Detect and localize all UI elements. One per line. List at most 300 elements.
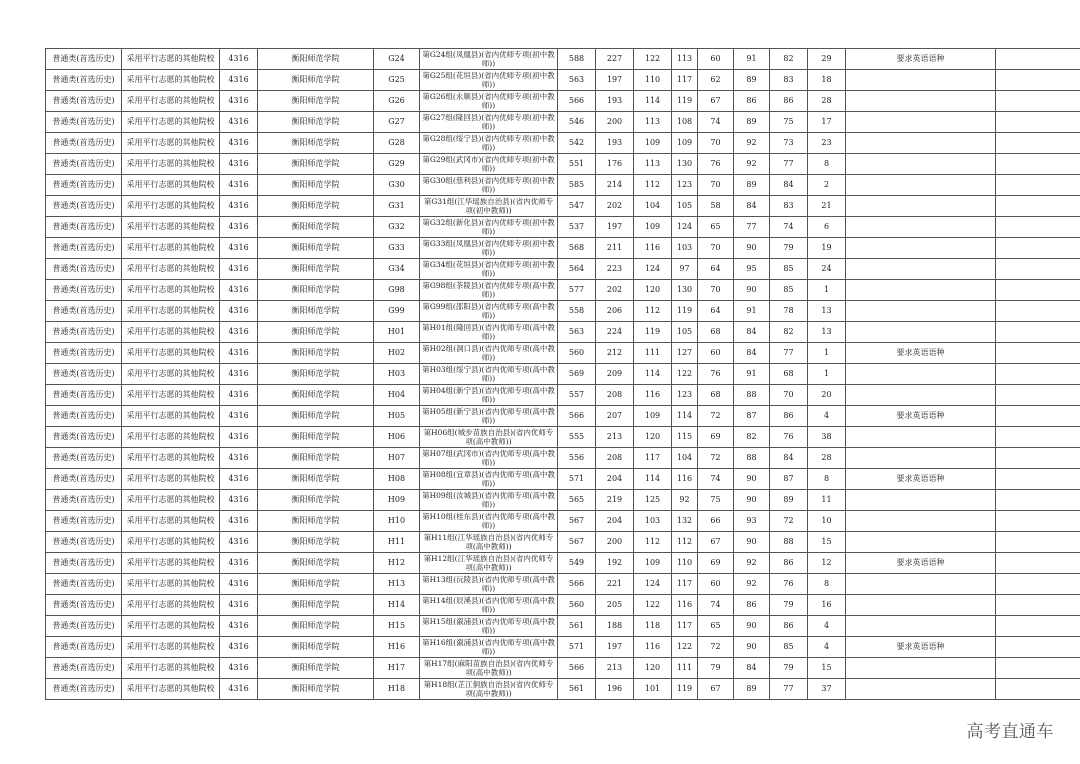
subject-score-5-cell: 84 bbox=[734, 196, 770, 217]
subject-score-2-cell: 120 bbox=[634, 658, 672, 679]
remark-cell: 要求英语语种 bbox=[846, 553, 996, 574]
category-cell: 普通类(首选历史) bbox=[46, 49, 122, 70]
subject-score-1-cell: 208 bbox=[596, 448, 634, 469]
min-score-cell: 555 bbox=[558, 427, 596, 448]
empty-cell bbox=[996, 364, 1080, 385]
school-name-cell: 衡阳师范学院 bbox=[258, 427, 374, 448]
subject-score-4-cell: 75 bbox=[698, 490, 734, 511]
subject-score-1-cell: 196 bbox=[596, 679, 634, 700]
subject-score-2-cell: 112 bbox=[634, 175, 672, 196]
empty-cell bbox=[996, 301, 1080, 322]
rank-count-cell: 6 bbox=[808, 217, 846, 238]
min-score-cell: 577 bbox=[558, 280, 596, 301]
subject-score-2-cell: 109 bbox=[634, 217, 672, 238]
category-cell: 普通类(首选历史) bbox=[46, 196, 122, 217]
rank-count-cell: 17 bbox=[808, 112, 846, 133]
subject-score-4-cell: 64 bbox=[698, 301, 734, 322]
category-cell: 普通类(首选历史) bbox=[46, 175, 122, 196]
group-code-cell: G33 bbox=[374, 238, 420, 259]
group-name-cell: 第H09组(汝城县)(省内优师专项(高中教师)) bbox=[420, 490, 558, 511]
subject-score-6-cell: 86 bbox=[770, 91, 808, 112]
subject-score-3-cell: 122 bbox=[672, 364, 698, 385]
group-name-cell: 第H13组(沅陵县)(省内优师专项(高中教师)) bbox=[420, 574, 558, 595]
empty-cell bbox=[996, 133, 1080, 154]
category-cell: 普通类(首选历史) bbox=[46, 322, 122, 343]
subject-score-6-cell: 78 bbox=[770, 301, 808, 322]
rank-count-cell: 4 bbox=[808, 406, 846, 427]
rank-count-cell: 19 bbox=[808, 238, 846, 259]
subject-score-5-cell: 77 bbox=[734, 217, 770, 238]
subject-score-2-cell: 122 bbox=[634, 595, 672, 616]
batch-type-cell: 采用平行志愿的其他院校 bbox=[122, 637, 220, 658]
category-cell: 普通类(首选历史) bbox=[46, 658, 122, 679]
school-code-cell: 4316 bbox=[220, 637, 258, 658]
remark-cell bbox=[846, 595, 996, 616]
subject-score-6-cell: 84 bbox=[770, 175, 808, 196]
empty-cell bbox=[996, 154, 1080, 175]
school-code-cell: 4316 bbox=[220, 217, 258, 238]
table-row bbox=[46, 616, 1080, 637]
table-row bbox=[46, 595, 1080, 616]
school-name-cell: 衡阳师范学院 bbox=[258, 532, 374, 553]
batch-type-cell: 采用平行志愿的其他院校 bbox=[122, 343, 220, 364]
subject-score-1-cell: 204 bbox=[596, 469, 634, 490]
rank-count-cell: 1 bbox=[808, 343, 846, 364]
min-score-cell: 565 bbox=[558, 490, 596, 511]
subject-score-5-cell: 86 bbox=[734, 91, 770, 112]
school-code-cell: 4316 bbox=[220, 553, 258, 574]
subject-score-2-cell: 116 bbox=[634, 238, 672, 259]
batch-type-cell: 采用平行志愿的其他院校 bbox=[122, 553, 220, 574]
batch-type-cell: 采用平行志愿的其他院校 bbox=[122, 469, 220, 490]
group-code-cell: G30 bbox=[374, 175, 420, 196]
remark-cell bbox=[846, 385, 996, 406]
subject-score-6-cell: 83 bbox=[770, 196, 808, 217]
subject-score-5-cell: 92 bbox=[734, 553, 770, 574]
school-name-cell: 衡阳师范学院 bbox=[258, 595, 374, 616]
subject-score-2-cell: 125 bbox=[634, 490, 672, 511]
group-name-cell: 第G34组(花垣县)(省内优师专项(初中教师)) bbox=[420, 259, 558, 280]
group-code-cell: H12 bbox=[374, 553, 420, 574]
subject-score-1-cell: 202 bbox=[596, 280, 634, 301]
subject-score-2-cell: 120 bbox=[634, 280, 672, 301]
group-code-cell: H17 bbox=[374, 658, 420, 679]
empty-cell bbox=[996, 406, 1080, 427]
school-name-cell: 衡阳师范学院 bbox=[258, 637, 374, 658]
remark-cell bbox=[846, 133, 996, 154]
school-code-cell: 4316 bbox=[220, 154, 258, 175]
category-cell: 普通类(首选历史) bbox=[46, 427, 122, 448]
group-code-cell: H18 bbox=[374, 679, 420, 700]
category-cell: 普通类(首选历史) bbox=[46, 217, 122, 238]
subject-score-3-cell: 113 bbox=[672, 49, 698, 70]
school-name-cell: 衡阳师范学院 bbox=[258, 112, 374, 133]
subject-score-5-cell: 89 bbox=[734, 175, 770, 196]
group-name-cell: 第H12组(江华瑶族自治县)(省内优师专项(高中教师)) bbox=[420, 553, 558, 574]
batch-type-cell: 采用平行志愿的其他院校 bbox=[122, 259, 220, 280]
subject-score-5-cell: 89 bbox=[734, 112, 770, 133]
subject-score-1-cell: 219 bbox=[596, 490, 634, 511]
subject-score-3-cell: 110 bbox=[672, 553, 698, 574]
group-name-cell: 第H02组(洞口县)(省内优师专项(高中教师)) bbox=[420, 343, 558, 364]
remark-cell bbox=[846, 364, 996, 385]
subject-score-2-cell: 109 bbox=[634, 553, 672, 574]
category-cell: 普通类(首选历史) bbox=[46, 553, 122, 574]
subject-score-3-cell: 105 bbox=[672, 196, 698, 217]
subject-score-4-cell: 72 bbox=[698, 448, 734, 469]
school-name-cell: 衡阳师范学院 bbox=[258, 91, 374, 112]
table-row bbox=[46, 196, 1080, 217]
school-code-cell: 4316 bbox=[220, 133, 258, 154]
subject-score-4-cell: 62 bbox=[698, 70, 734, 91]
subject-score-5-cell: 88 bbox=[734, 385, 770, 406]
subject-score-5-cell: 90 bbox=[734, 532, 770, 553]
subject-score-1-cell: 207 bbox=[596, 406, 634, 427]
school-name-cell: 衡阳师范学院 bbox=[258, 553, 374, 574]
subject-score-5-cell: 82 bbox=[734, 427, 770, 448]
rank-count-cell: 13 bbox=[808, 322, 846, 343]
subject-score-6-cell: 85 bbox=[770, 259, 808, 280]
school-code-cell: 4316 bbox=[220, 322, 258, 343]
subject-score-1-cell: 211 bbox=[596, 238, 634, 259]
subject-score-2-cell: 114 bbox=[634, 469, 672, 490]
subject-score-2-cell: 122 bbox=[634, 49, 672, 70]
table-row bbox=[46, 133, 1080, 154]
min-score-cell: 558 bbox=[558, 301, 596, 322]
batch-type-cell: 采用平行志愿的其他院校 bbox=[122, 91, 220, 112]
subject-score-2-cell: 103 bbox=[634, 511, 672, 532]
subject-score-2-cell: 112 bbox=[634, 532, 672, 553]
group-name-cell: 第G25组(花垣县)(省内优师专项(初中教师)) bbox=[420, 70, 558, 91]
subject-score-3-cell: 111 bbox=[672, 658, 698, 679]
group-name-cell: 第G33组(凤凰县)(省内优师专项(初中教师)) bbox=[420, 238, 558, 259]
group-code-cell: H09 bbox=[374, 490, 420, 511]
subject-score-4-cell: 69 bbox=[698, 553, 734, 574]
batch-type-cell: 采用平行志愿的其他院校 bbox=[122, 595, 220, 616]
subject-score-1-cell: 193 bbox=[596, 133, 634, 154]
subject-score-6-cell: 86 bbox=[770, 406, 808, 427]
subject-score-1-cell: 197 bbox=[596, 217, 634, 238]
school-code-cell: 4316 bbox=[220, 112, 258, 133]
group-name-cell: 第H06组(城步苗族自治县)(省内优师专项(高中教师)) bbox=[420, 427, 558, 448]
batch-type-cell: 采用平行志愿的其他院校 bbox=[122, 616, 220, 637]
batch-type-cell: 采用平行志愿的其他院校 bbox=[122, 364, 220, 385]
table-row bbox=[46, 301, 1080, 322]
school-code-cell: 4316 bbox=[220, 532, 258, 553]
group-code-cell: G32 bbox=[374, 217, 420, 238]
group-name-cell: 第H16组(溆浦县)(省内优师专项(高中教师)) bbox=[420, 637, 558, 658]
table-row bbox=[46, 259, 1080, 280]
group-name-cell: 第H10组(桂东县)(省内优师专项(高中教师)) bbox=[420, 511, 558, 532]
subject-score-3-cell: 92 bbox=[672, 490, 698, 511]
category-cell: 普通类(首选历史) bbox=[46, 280, 122, 301]
subject-score-6-cell: 68 bbox=[770, 364, 808, 385]
subject-score-1-cell: 227 bbox=[596, 49, 634, 70]
rank-count-cell: 2 bbox=[808, 175, 846, 196]
subject-score-1-cell: 176 bbox=[596, 154, 634, 175]
category-cell: 普通类(首选历史) bbox=[46, 469, 122, 490]
subject-score-2-cell: 117 bbox=[634, 448, 672, 469]
empty-cell bbox=[996, 175, 1080, 196]
subject-score-3-cell: 130 bbox=[672, 154, 698, 175]
subject-score-1-cell: 204 bbox=[596, 511, 634, 532]
table-row bbox=[46, 658, 1080, 679]
table-row bbox=[46, 364, 1080, 385]
empty-cell bbox=[996, 217, 1080, 238]
school-name-cell: 衡阳师范学院 bbox=[258, 343, 374, 364]
school-name-cell: 衡阳师范学院 bbox=[258, 679, 374, 700]
subject-score-1-cell: 212 bbox=[596, 343, 634, 364]
subject-score-4-cell: 65 bbox=[698, 217, 734, 238]
empty-cell bbox=[996, 49, 1080, 70]
school-name-cell: 衡阳师范学院 bbox=[258, 406, 374, 427]
rank-count-cell: 10 bbox=[808, 511, 846, 532]
subject-score-3-cell: 119 bbox=[672, 679, 698, 700]
subject-score-3-cell: 104 bbox=[672, 448, 698, 469]
min-score-cell: 585 bbox=[558, 175, 596, 196]
subject-score-5-cell: 90 bbox=[734, 490, 770, 511]
subject-score-3-cell: 105 bbox=[672, 322, 698, 343]
subject-score-4-cell: 67 bbox=[698, 91, 734, 112]
subject-score-4-cell: 68 bbox=[698, 385, 734, 406]
subject-score-3-cell: 123 bbox=[672, 175, 698, 196]
remark-cell bbox=[846, 616, 996, 637]
batch-type-cell: 采用平行志愿的其他院校 bbox=[122, 280, 220, 301]
subject-score-2-cell: 109 bbox=[634, 133, 672, 154]
rank-count-cell: 28 bbox=[808, 91, 846, 112]
remark-cell bbox=[846, 679, 996, 700]
empty-cell bbox=[996, 385, 1080, 406]
rank-count-cell: 24 bbox=[808, 259, 846, 280]
remark-cell bbox=[846, 658, 996, 679]
group-code-cell: G24 bbox=[374, 49, 420, 70]
min-score-cell: 571 bbox=[558, 637, 596, 658]
subject-score-4-cell: 72 bbox=[698, 637, 734, 658]
category-cell: 普通类(首选历史) bbox=[46, 679, 122, 700]
school-code-cell: 4316 bbox=[220, 595, 258, 616]
subject-score-2-cell: 110 bbox=[634, 70, 672, 91]
group-name-cell: 第G24组(凤凰县)(省内优师专项(初中教师)) bbox=[420, 49, 558, 70]
subject-score-4-cell: 65 bbox=[698, 616, 734, 637]
admission-score-table bbox=[45, 48, 1080, 700]
school-code-cell: 4316 bbox=[220, 469, 258, 490]
subject-score-6-cell: 75 bbox=[770, 112, 808, 133]
table-row bbox=[46, 448, 1080, 469]
batch-type-cell: 采用平行志愿的其他院校 bbox=[122, 70, 220, 91]
min-score-cell: 567 bbox=[558, 511, 596, 532]
table-row bbox=[46, 322, 1080, 343]
school-name-cell: 衡阳师范学院 bbox=[258, 175, 374, 196]
subject-score-3-cell: 97 bbox=[672, 259, 698, 280]
min-score-cell: 560 bbox=[558, 595, 596, 616]
subject-score-5-cell: 89 bbox=[734, 679, 770, 700]
group-code-cell: H10 bbox=[374, 511, 420, 532]
remark-cell bbox=[846, 196, 996, 217]
subject-score-3-cell: 103 bbox=[672, 238, 698, 259]
subject-score-1-cell: 197 bbox=[596, 70, 634, 91]
empty-cell bbox=[996, 532, 1080, 553]
batch-type-cell: 采用平行志愿的其他院校 bbox=[122, 301, 220, 322]
subject-score-6-cell: 86 bbox=[770, 553, 808, 574]
batch-type-cell: 采用平行志愿的其他院校 bbox=[122, 511, 220, 532]
subject-score-4-cell: 66 bbox=[698, 511, 734, 532]
school-name-cell: 衡阳师范学院 bbox=[258, 364, 374, 385]
min-score-cell: 546 bbox=[558, 112, 596, 133]
subject-score-3-cell: 112 bbox=[672, 532, 698, 553]
rank-count-cell: 37 bbox=[808, 679, 846, 700]
rank-count-cell: 8 bbox=[808, 469, 846, 490]
subject-score-2-cell: 116 bbox=[634, 637, 672, 658]
subject-score-2-cell: 118 bbox=[634, 616, 672, 637]
subject-score-5-cell: 93 bbox=[734, 511, 770, 532]
subject-score-3-cell: 114 bbox=[672, 406, 698, 427]
table-body bbox=[46, 49, 1080, 700]
min-score-cell: 564 bbox=[558, 259, 596, 280]
school-code-cell: 4316 bbox=[220, 175, 258, 196]
school-name-cell: 衡阳师范学院 bbox=[258, 490, 374, 511]
rank-count-cell: 28 bbox=[808, 448, 846, 469]
batch-type-cell: 采用平行志愿的其他院校 bbox=[122, 133, 220, 154]
table-row bbox=[46, 112, 1080, 133]
empty-cell bbox=[996, 574, 1080, 595]
min-score-cell: 537 bbox=[558, 217, 596, 238]
subject-score-6-cell: 79 bbox=[770, 595, 808, 616]
min-score-cell: 556 bbox=[558, 448, 596, 469]
subject-score-4-cell: 79 bbox=[698, 658, 734, 679]
subject-score-3-cell: 127 bbox=[672, 343, 698, 364]
group-name-cell: 第G31组(江华瑶族自治县)(省内优师专项(初中教师)) bbox=[420, 196, 558, 217]
group-code-cell: H15 bbox=[374, 616, 420, 637]
subject-score-3-cell: 116 bbox=[672, 595, 698, 616]
remark-cell bbox=[846, 427, 996, 448]
category-cell: 普通类(首选历史) bbox=[46, 532, 122, 553]
subject-score-2-cell: 119 bbox=[634, 322, 672, 343]
batch-type-cell: 采用平行志愿的其他院校 bbox=[122, 322, 220, 343]
empty-cell bbox=[996, 343, 1080, 364]
subject-score-1-cell: 193 bbox=[596, 91, 634, 112]
min-score-cell: 566 bbox=[558, 574, 596, 595]
subject-score-6-cell: 85 bbox=[770, 280, 808, 301]
category-cell: 普通类(首选历史) bbox=[46, 616, 122, 637]
remark-cell bbox=[846, 259, 996, 280]
group-name-cell: 第H05组(新宁县)(省内优师专项(高中教师)) bbox=[420, 406, 558, 427]
rank-count-cell: 13 bbox=[808, 301, 846, 322]
subject-score-1-cell: 188 bbox=[596, 616, 634, 637]
subject-score-5-cell: 84 bbox=[734, 322, 770, 343]
group-name-cell: 第G30组(慈利县)(省内优师专项(初中教师)) bbox=[420, 175, 558, 196]
table-row bbox=[46, 175, 1080, 196]
subject-score-1-cell: 224 bbox=[596, 322, 634, 343]
empty-cell bbox=[996, 616, 1080, 637]
school-name-cell: 衡阳师范学院 bbox=[258, 49, 374, 70]
group-name-cell: 第G27组(隆回县)(省内优师专项(初中教师)) bbox=[420, 112, 558, 133]
school-name-cell: 衡阳师范学院 bbox=[258, 133, 374, 154]
subject-score-6-cell: 87 bbox=[770, 469, 808, 490]
school-name-cell: 衡阳师范学院 bbox=[258, 469, 374, 490]
table-row bbox=[46, 406, 1080, 427]
min-score-cell: 561 bbox=[558, 616, 596, 637]
subject-score-6-cell: 73 bbox=[770, 133, 808, 154]
subject-score-5-cell: 90 bbox=[734, 616, 770, 637]
group-name-cell: 第H03组(绥宁县)(省内优师专项(高中教师)) bbox=[420, 364, 558, 385]
category-cell: 普通类(首选历史) bbox=[46, 154, 122, 175]
empty-cell bbox=[996, 490, 1080, 511]
group-code-cell: G31 bbox=[374, 196, 420, 217]
subject-score-2-cell: 109 bbox=[634, 406, 672, 427]
min-score-cell: 563 bbox=[558, 70, 596, 91]
subject-score-6-cell: 77 bbox=[770, 154, 808, 175]
remark-cell bbox=[846, 301, 996, 322]
subject-score-5-cell: 88 bbox=[734, 448, 770, 469]
table-row bbox=[46, 553, 1080, 574]
subject-score-6-cell: 77 bbox=[770, 679, 808, 700]
batch-type-cell: 采用平行志愿的其他院校 bbox=[122, 385, 220, 406]
group-code-cell: H07 bbox=[374, 448, 420, 469]
remark-cell bbox=[846, 91, 996, 112]
rank-count-cell: 15 bbox=[808, 532, 846, 553]
subject-score-5-cell: 90 bbox=[734, 637, 770, 658]
school-code-cell: 4316 bbox=[220, 196, 258, 217]
subject-score-5-cell: 86 bbox=[734, 595, 770, 616]
group-code-cell: G34 bbox=[374, 259, 420, 280]
batch-type-cell: 采用平行志愿的其他院校 bbox=[122, 49, 220, 70]
group-name-cell: 第H17组(麻阳苗族自治县)(省内优师专项(高中教师)) bbox=[420, 658, 558, 679]
remark-cell bbox=[846, 490, 996, 511]
group-code-cell: G25 bbox=[374, 70, 420, 91]
subject-score-3-cell: 117 bbox=[672, 574, 698, 595]
group-code-cell: G99 bbox=[374, 301, 420, 322]
subject-score-1-cell: 214 bbox=[596, 175, 634, 196]
subject-score-6-cell: 89 bbox=[770, 490, 808, 511]
rank-count-cell: 11 bbox=[808, 490, 846, 511]
batch-type-cell: 采用平行志愿的其他院校 bbox=[122, 574, 220, 595]
admission-table-container bbox=[45, 48, 1080, 700]
school-name-cell: 衡阳师范学院 bbox=[258, 448, 374, 469]
school-code-cell: 4316 bbox=[220, 679, 258, 700]
remark-cell bbox=[846, 217, 996, 238]
min-score-cell: 588 bbox=[558, 49, 596, 70]
batch-type-cell: 采用平行志愿的其他院校 bbox=[122, 175, 220, 196]
category-cell: 普通类(首选历史) bbox=[46, 448, 122, 469]
table-row bbox=[46, 70, 1080, 91]
subject-score-4-cell: 74 bbox=[698, 112, 734, 133]
category-cell: 普通类(首选历史) bbox=[46, 301, 122, 322]
category-cell: 普通类(首选历史) bbox=[46, 637, 122, 658]
min-score-cell: 569 bbox=[558, 364, 596, 385]
subject-score-6-cell: 79 bbox=[770, 658, 808, 679]
subject-score-1-cell: 213 bbox=[596, 427, 634, 448]
group-code-cell: H05 bbox=[374, 406, 420, 427]
category-cell: 普通类(首选历史) bbox=[46, 91, 122, 112]
subject-score-4-cell: 69 bbox=[698, 427, 734, 448]
remark-cell: 要求英语语种 bbox=[846, 406, 996, 427]
school-name-cell: 衡阳师范学院 bbox=[258, 217, 374, 238]
subject-score-5-cell: 87 bbox=[734, 406, 770, 427]
school-name-cell: 衡阳师范学院 bbox=[258, 280, 374, 301]
subject-score-3-cell: 119 bbox=[672, 91, 698, 112]
subject-score-5-cell: 95 bbox=[734, 259, 770, 280]
subject-score-1-cell: 206 bbox=[596, 301, 634, 322]
empty-cell bbox=[996, 511, 1080, 532]
remark-cell bbox=[846, 280, 996, 301]
subject-score-4-cell: 70 bbox=[698, 280, 734, 301]
table-row bbox=[46, 280, 1080, 301]
empty-cell bbox=[996, 259, 1080, 280]
school-name-cell: 衡阳师范学院 bbox=[258, 616, 374, 637]
school-name-cell: 衡阳师范学院 bbox=[258, 574, 374, 595]
min-score-cell: 566 bbox=[558, 658, 596, 679]
school-code-cell: 4316 bbox=[220, 91, 258, 112]
